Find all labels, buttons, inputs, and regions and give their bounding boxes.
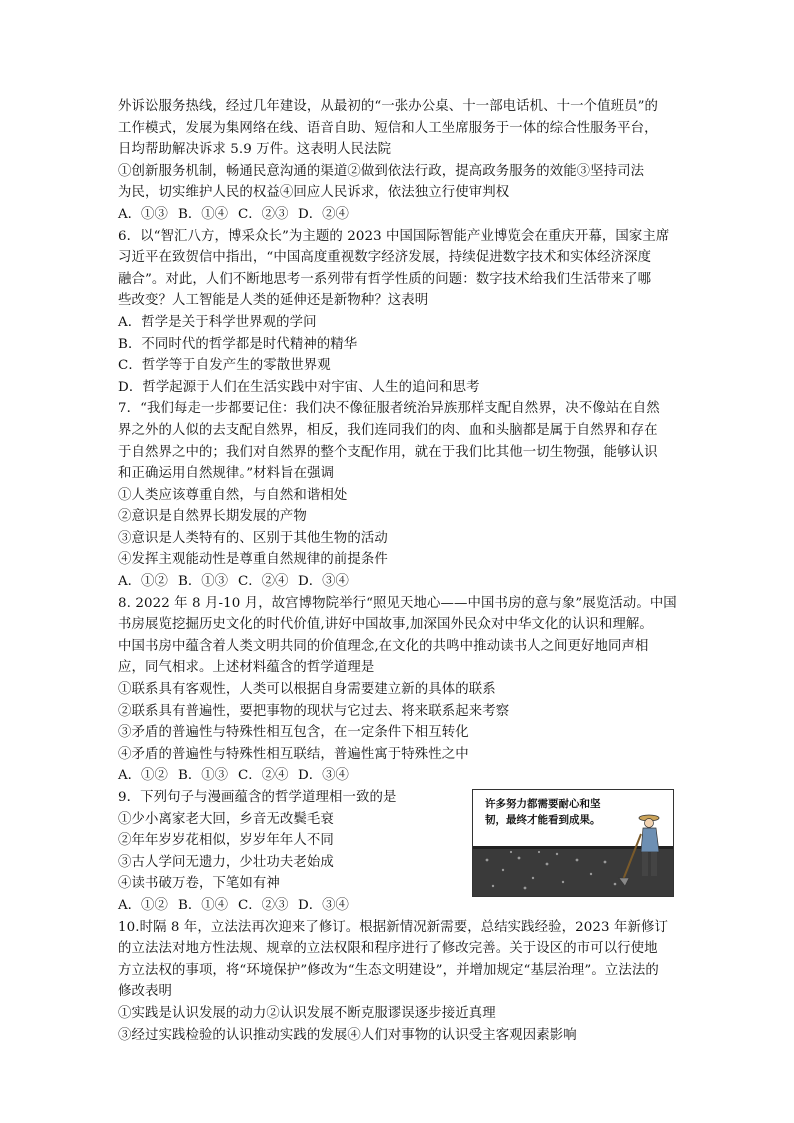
option-b: B．①④ xyxy=(178,206,229,222)
text-line: 应，同气相求。上述材料蕴含的哲学道理是 xyxy=(118,660,375,676)
statement-4: ④读书破万卷，下笔如有神 xyxy=(118,876,280,892)
text-line: 些改变？人工智能是人类的延伸还是新物种？这表明 xyxy=(118,293,429,309)
option-d: D．③④ xyxy=(298,768,349,784)
text-line: 9．下列句子与漫画蕴含的哲学道理相一致的是 xyxy=(118,790,397,805)
statement-3: ③矛盾的普遍性与特殊性相互包含，在一定条件下相互转化 xyxy=(118,725,469,741)
question-10 xyxy=(118,917,678,1047)
option-b: B．①④ xyxy=(178,897,229,913)
text-line: 于自然界之中的；我们对自然界的整个支配作用，就在于我们比其他一切生物强，能够认识 xyxy=(118,444,658,460)
text-line: 日均帮助解决诉求 5.9 万件。这表明人民法院 xyxy=(118,142,392,158)
question-9-options xyxy=(118,895,678,917)
text-line: 书房展览挖掘历史文化的时代价值,讲好中国故事,加深国外民众对中华文化的认识和理解。 xyxy=(118,617,653,633)
statement-3: ③古人学问无遗力，少壮功夫老始成 xyxy=(118,854,334,870)
question-6 xyxy=(118,226,678,399)
option-c: C．②④ xyxy=(238,768,289,784)
statement-3-4: ③经过实践检验的认识推动实践的发展④人们对事物的认识受主客观因素影响 xyxy=(118,1027,577,1043)
option-a: A．①② xyxy=(118,574,168,590)
statement-3: ③意识是人类特有的、区别于其他生物的活动 xyxy=(118,530,388,546)
text-line: 外诉讼服务热线，经过几年建设，从最初的“一张办公桌、十一部电话机、十一个值班员”的 xyxy=(118,99,659,114)
text-line: 工作模式，发展为集网络在线、语音自助、短信和人工坐席服务于一体的综合性服务平台， xyxy=(118,120,658,136)
text-line: 融合”。对此，人们不断地思考一系列带有哲学性质的问题：数字技术给我们生活带来了哪 xyxy=(118,271,652,287)
text-line: 界之外的人似的去支配自然界，相反，我们连同我们的肉、血和头脑都是属于自然界和存在 xyxy=(118,422,658,438)
statement-1-2: ①实践是认识发展的动力②认识发展不断克服谬误逐步接近真理 xyxy=(118,1005,496,1021)
text-line: 的立法法对地方性法规、规章的立法权限和程序进行了修改完善。关于设区的市可以行使地 xyxy=(118,941,658,957)
text-line: 6．以“智汇八方，博采众长”为主题的 2023 中国国际智能产业博览会在重庆开幕，国家主席 xyxy=(118,228,670,244)
question-5-options xyxy=(118,204,678,226)
option-c: C．②③ xyxy=(238,206,289,222)
text-line: 修改表明 xyxy=(118,984,172,1000)
option-d: D．哲学起源于人们在生活实践中对宇宙、人生的追问和思考 xyxy=(118,379,480,395)
option-a: A．①③ xyxy=(118,206,168,222)
statement-2: ②意识是自然界长期发展的产物 xyxy=(118,509,307,525)
option-d: D．②④ xyxy=(298,206,349,222)
text-line: ①创新服务机制，畅通民意沟通的渠道②做到依法行政，提高政务服务的效能③坚持司法 xyxy=(118,163,645,179)
option-a: A．①② xyxy=(118,768,168,784)
text-line: 方立法权的事项，将“环境保护”修改为“生态文明建设”，并增加规定“基层治理”。立法法的 xyxy=(118,962,659,978)
statement-4: ④发挥主观能动性是尊重自然规律的前提条件 xyxy=(118,552,388,568)
option-c: C．②③ xyxy=(238,897,289,913)
statement-1: ①联系具有客观性，人类可以根据自身需要建立新的具体的联系 xyxy=(118,682,496,698)
text-line: 中国书房中蕴含着人类文明共同的价值理念,在文化的共鸣中推动读书人之间更好地同声相 xyxy=(118,638,649,654)
text-line: 7．“我们每走一步都要记住：我们决不像征服者统治异族那样支配自然界，决不像站在自然 xyxy=(118,401,660,417)
question-9 xyxy=(118,787,678,895)
question-5-stem xyxy=(118,96,678,204)
text-line: 10.时隔 8 年，立法法再次迎来了修订。根据新情况新需要，总结实践经验，2023 年新修订 xyxy=(118,919,668,935)
cartoon-caption: 许多努力都需要耐心和坚韧，最终才能看到成果。 xyxy=(485,798,601,826)
text-line: 8. 2022 年 8 月-10 月，故宫博物院举行“照见天地心——中国书房的意与象”展览活动。中国 xyxy=(118,595,677,611)
text-line: 和正确运用自然规律。”材料旨在强调 xyxy=(118,466,335,482)
option-c: C．②④ xyxy=(238,574,289,590)
option-a: A．哲学是关于科学世界观的学问 xyxy=(118,314,317,330)
option-d: D．③④ xyxy=(298,574,349,590)
option-b: B．不同时代的哲学都是时代精神的精华 xyxy=(118,336,358,352)
question-8 xyxy=(118,593,678,766)
statement-1: ①人类应该尊重自然，与自然和谐相处 xyxy=(118,487,348,503)
text-line: 习近平在致贺信中指出，“中国高度重视数字经济发展，持续促进数字技术和实体经济深度 xyxy=(118,250,652,266)
cartoon-image xyxy=(472,789,674,897)
text-line: 为民，切实维护人民的权益④回应人民诉求，依法独立行使审判权 xyxy=(118,185,510,201)
question-7-options xyxy=(118,571,678,593)
statement-4: ④矛盾的普遍性与特殊性相互联结，普遍性寓于特殊性之中 xyxy=(118,746,469,762)
option-c: C．哲学等于自发产生的零散世界观 xyxy=(118,358,331,374)
option-d: D．③④ xyxy=(298,897,349,913)
option-a: A．①② xyxy=(118,897,168,913)
option-b: B．①③ xyxy=(178,768,229,784)
statement-2: ②联系具有普遍性，要把事物的现状与它过去、将来联系起来考察 xyxy=(118,703,510,719)
question-7 xyxy=(118,398,678,571)
statement-2: ②年年岁岁花相似，岁岁年年人不同 xyxy=(118,833,334,849)
option-b: B．①③ xyxy=(178,574,229,590)
statement-1: ①少小离家老大回，乡音无改鬓毛衰 xyxy=(118,811,334,827)
exam-page xyxy=(118,96,678,1046)
question-8-options xyxy=(118,765,678,787)
